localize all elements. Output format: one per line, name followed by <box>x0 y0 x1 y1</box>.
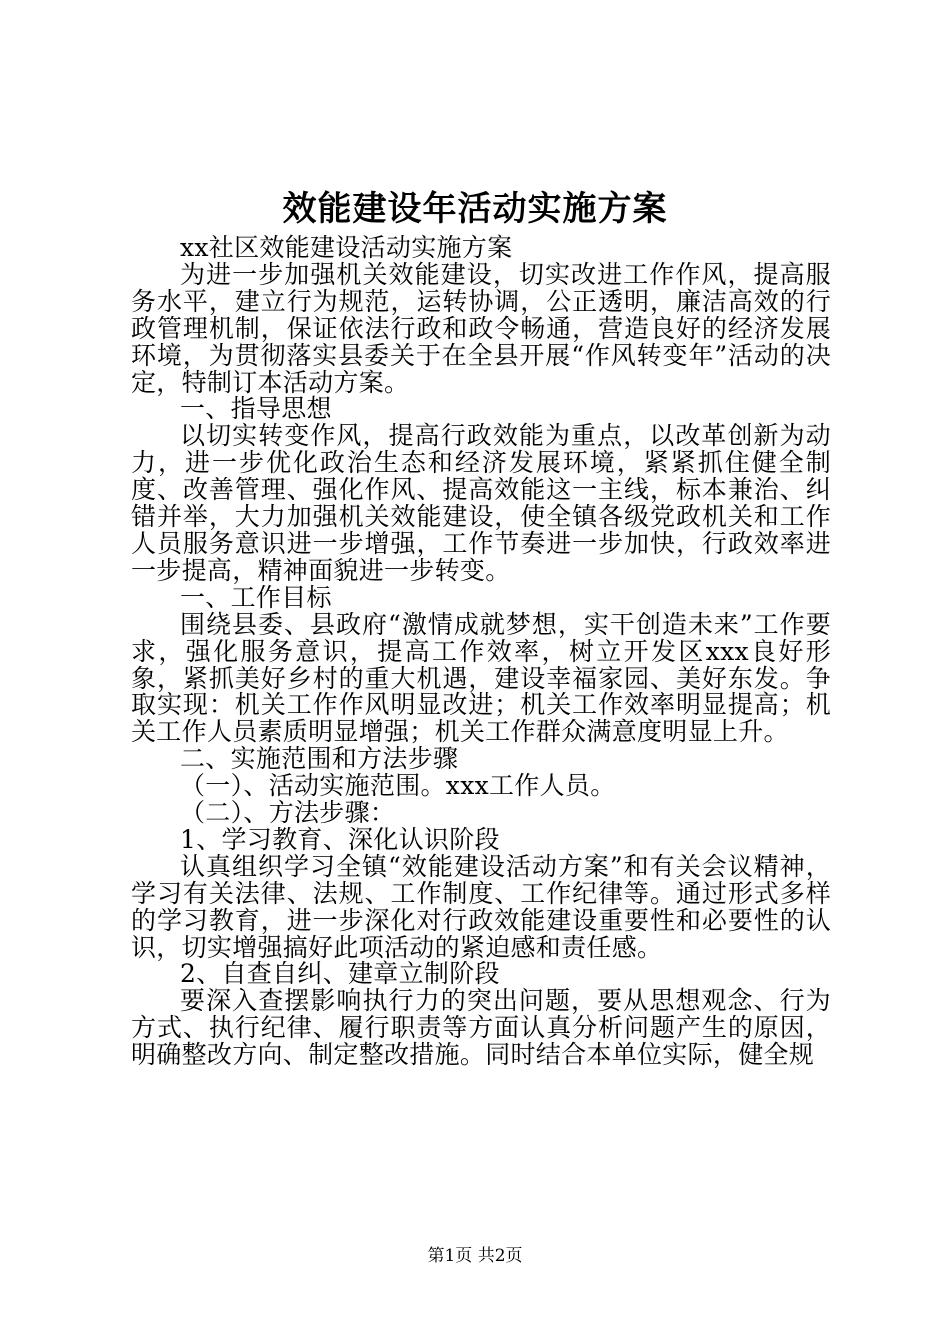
section-heading: 一、指导思想 <box>180 394 332 424</box>
paragraph: 围绕县委、县政府“激情成就梦想，实干创造未来”工作要求，强化服务意识，提高工作效率，树立开发区xxx良好形象，紧抓美好乡村的重大机遇，建设幸福家园、美好东发。争取实现：机关工作作风明显改进；机关工作效率明显提高；机关工作人员素质明显增强；机关工作群众满意度明显上升。 <box>131 609 831 747</box>
document-subtitle: xx社区效能建设活动实施方案 <box>180 233 513 262</box>
step-heading: 2、自查自纠、建章立制阶段 <box>180 959 500 989</box>
step-heading: 1、学习教育、深化认识阶段 <box>180 824 500 854</box>
paragraph: 以切实转变作风，提高行政效能为重点，以改革创新为动力，进一步优化政治生态和经济发展环境，紧紧抓住健全制度、改善管理、强化作风、提高效能这一主线，标本兼治、纠错并举，大力加强机关效能建设，使全镇各级党政机关和工作人员服务意识进一步增强，工作节奏进一步加快，行政效率进一步提高，精神面貌进一步转变。 <box>131 421 831 585</box>
sub-heading: （二）、方法步骤： <box>180 798 396 828</box>
section-heading: 二、实施范围和方法步骤 <box>180 744 459 774</box>
paragraph: 认真组织学习全镇“效能建设活动方案”和有关会议精神，学习有关法律、法规、工作制度、工作纪律等。通过形式多样的学习教育，进一步深化对行政效能建设重要性和必要性的认识，切实增强搞好此项活动的紧迫感和责任感。 <box>131 851 831 962</box>
section-heading: 一、工作目标 <box>180 582 332 612</box>
sub-heading: （一）、活动实施范围。xxx工作人员。 <box>180 771 616 801</box>
paragraph: 为进一步加强机关效能建设，切实改进工作作风，提高服务水平，建立行为规范，运转协调，公正透明，廉洁高效的行政管理机制，保证依法行政和政令畅通，营造良好的经济发展环境，为贯彻落实县委关于在全县开展“作风转变年”活动的决定，特制订本活动方案。 <box>131 259 831 397</box>
document-title: 效能建设年活动实施方案 <box>282 189 668 229</box>
paragraph: 要深入查摆影响执行力的突出问题，要从思想观念、行为方式、执行纪律、履行职责等方面认真分析问题产生的原因，明确整改方向、制定整改措施。同时结合本单位实际，健全规 <box>131 986 831 1070</box>
page-footer: 第1页 共2页 <box>427 1246 523 1266</box>
document-body <box>131 235 831 1069</box>
